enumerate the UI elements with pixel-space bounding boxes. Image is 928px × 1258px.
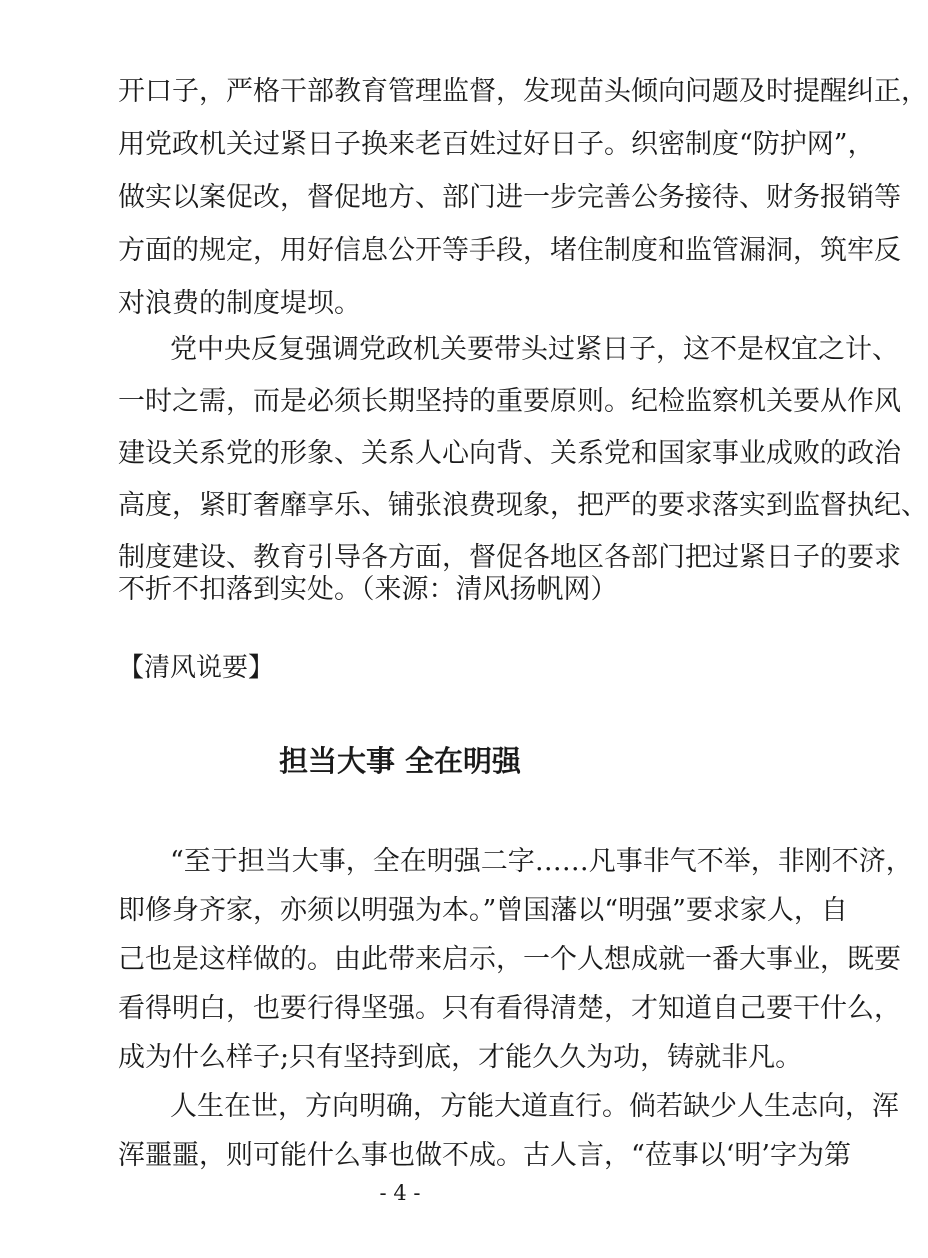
text-line: 己也是这样做的。由此带来启示，一个人想成就一番大事业，既要 — [118, 944, 901, 975]
text-line: 做实以案促改，督促地方、部门进一步完善公务接待、财务报销等 — [118, 182, 901, 213]
text-line: 开口子，严格干部教育管理监督，发现苗头倾向问题及时提醒纠正， — [118, 76, 928, 107]
text-line: 即修身齐家，亦须以明强为本。”曾国藩以“明强”要求家人，自 — [118, 895, 848, 926]
article-title: 担当大事 全在明强 — [278, 744, 522, 778]
text-line: 党中央反复强调党政机关要带头过紧日子，这不是权宜之计、 — [170, 334, 899, 365]
text-line: 看得明白，也要行得坚强。只有看得清楚，才知道自己要干什么， — [118, 993, 901, 1024]
text-line: 对浪费的制度堤坝。 — [118, 288, 361, 319]
text-line: 成为什么样子;只有坚持到底，才能久久为功，铸就非凡。 — [118, 1042, 803, 1073]
text-line: 人生在世，方向明确，方能大道直行。倘若缺少人生志向，浑 — [170, 1091, 899, 1122]
text-line: 制度建设、教育引导各方面，督促各地区各部门把过紧日子的要求 — [118, 542, 901, 573]
text-line: 高度，紧盯奢靡享乐、铺张浪费现象，把严的要求落实到监督执纪、 — [118, 490, 928, 521]
text-line: 用党政机关过紧日子换来老百姓过好日子。织密制度“防护网”， — [118, 129, 875, 160]
page-number: - 4 - — [379, 1181, 421, 1205]
text-line: 建设关系党的形象、关系人心向背、关系党和国家事业成败的政治 — [118, 438, 901, 469]
section-tag: 【清风说要】 — [118, 653, 275, 683]
text-line: 浑噩噩，则可能什么事也做不成。古人言，“莅事以‘明’字为第 — [118, 1140, 851, 1171]
text-line: 不折不扣落到实处。（来源：清风扬帆网） — [118, 574, 618, 605]
text-line: 方面的规定，用好信息公开等手段，堵住制度和监管漏洞，筑牢反 — [118, 235, 901, 266]
text-line: “至于担当大事，全在明强二字……凡事非气不举，非刚不济， — [170, 846, 913, 877]
text-line: 一时之需，而是必须长期坚持的重要原则。纪检监察机关要从作风 — [118, 386, 901, 417]
